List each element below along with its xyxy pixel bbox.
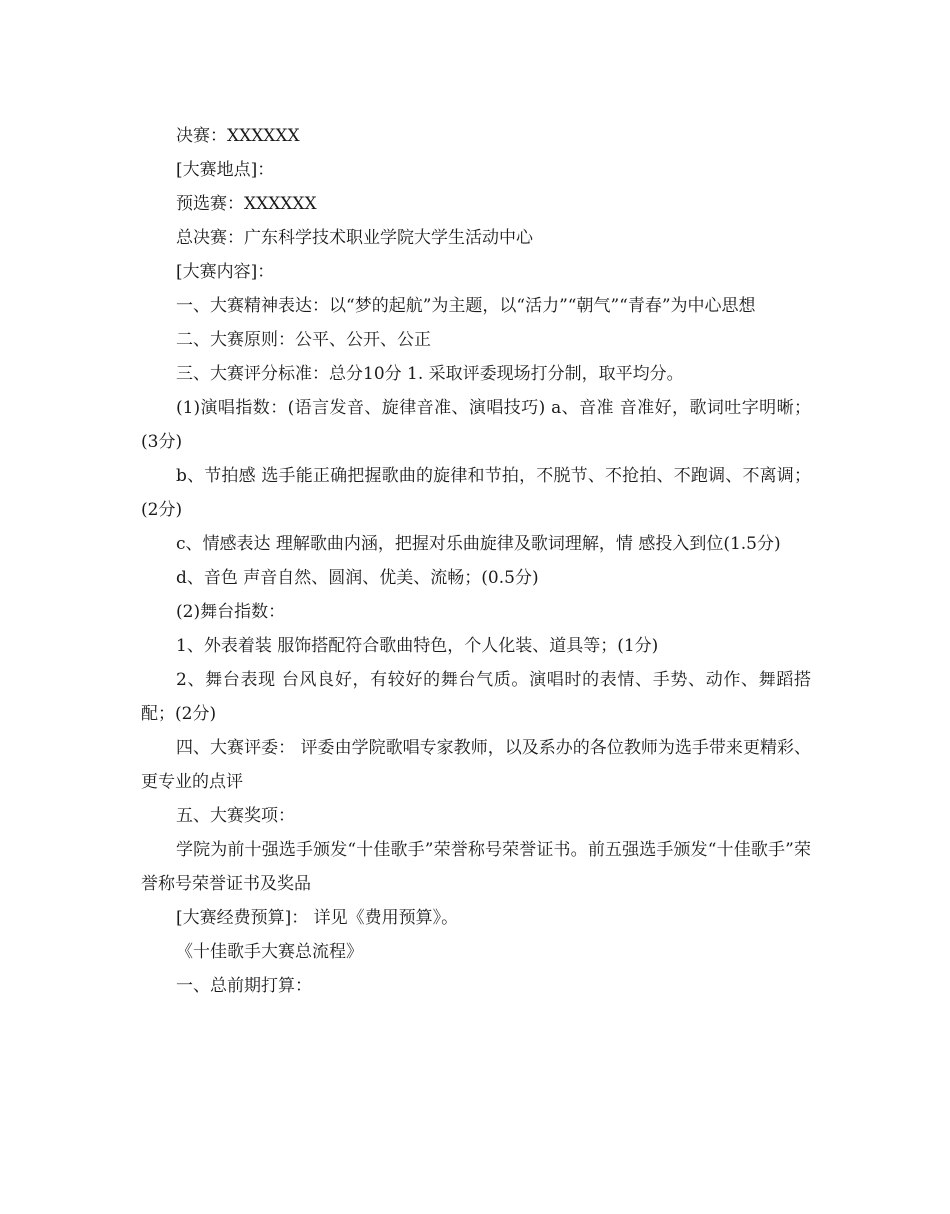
awards-heading: 五、大赛奖项：	[176, 806, 295, 826]
stage-index-heading: (2)舞台指数：	[176, 602, 286, 622]
emotion-paragraph: c、情感表达 理解歌曲内涵，把握对乐曲旋律及歌词理解，情 感投入到位(1.5分)	[176, 534, 781, 554]
stage-performance-paragraph: 2、舞台表现 台风良好，有较好的舞台气质。演唱时的表情、手势、动作、舞蹈搭配；(2分)	[141, 670, 811, 724]
scoring-standard-paragraph: 三、大赛评分标准：总分10分 1. 采取评委现场打分制，取平均分。	[176, 364, 684, 384]
spirit-paragraph: 一、大赛精神表达：以“梦的起航”为主题，以“活力”“朝气”“青春”为中心思想	[176, 296, 756, 316]
grand-final-line: 总决赛：广东科学技术职业学院大学生活动中心	[176, 228, 533, 248]
judges-paragraph: 四、大赛评委： 评委由学院歌唱专家教师，以及系办的各位教师为选手带来更精彩、更专业的点评	[141, 738, 811, 792]
singing-index-paragraph: (1)演唱指数：(语言发音、旋律音准、演唱技巧) a、音准 音准好，歌词吐字明晰；(3分)	[141, 398, 811, 452]
awards-paragraph: 学院为前十强选手颁发“十佳歌手”荣誉称号荣誉证书。前五强选手颁发“十佳歌手”荣誉称号荣誉证书及奖品	[141, 840, 811, 894]
document-body	[141, 119, 811, 1003]
venue-heading: [大赛地点]：	[176, 160, 275, 180]
final-round-line: 决赛：XXXXXX	[176, 126, 300, 146]
pre-planning-heading: 一、总前期打算：	[176, 976, 312, 996]
timbre-paragraph: d、音色 声音自然、圆润、优美、流畅；(0.5分)	[176, 568, 539, 588]
rhythm-paragraph: b、节拍感 选手能正确把握歌曲的旋律和节拍，不脱节、不抢拍、不跑调、不离调；(2分)	[141, 466, 811, 520]
preliminary-line: 预选赛：XXXXXX	[176, 194, 317, 214]
budget-paragraph: [大赛经费预算]： 详见《费用预算》。	[176, 908, 459, 928]
appearance-paragraph: 1、外表着装 服饰搭配符合歌曲特色，个人化装、道具等；(1分)	[176, 636, 659, 656]
process-title: 《十佳歌手大赛总流程》	[176, 942, 363, 962]
principle-paragraph: 二、大赛原则：公平、公开、公正	[176, 330, 431, 350]
content-heading: [大赛内容]：	[176, 262, 275, 282]
